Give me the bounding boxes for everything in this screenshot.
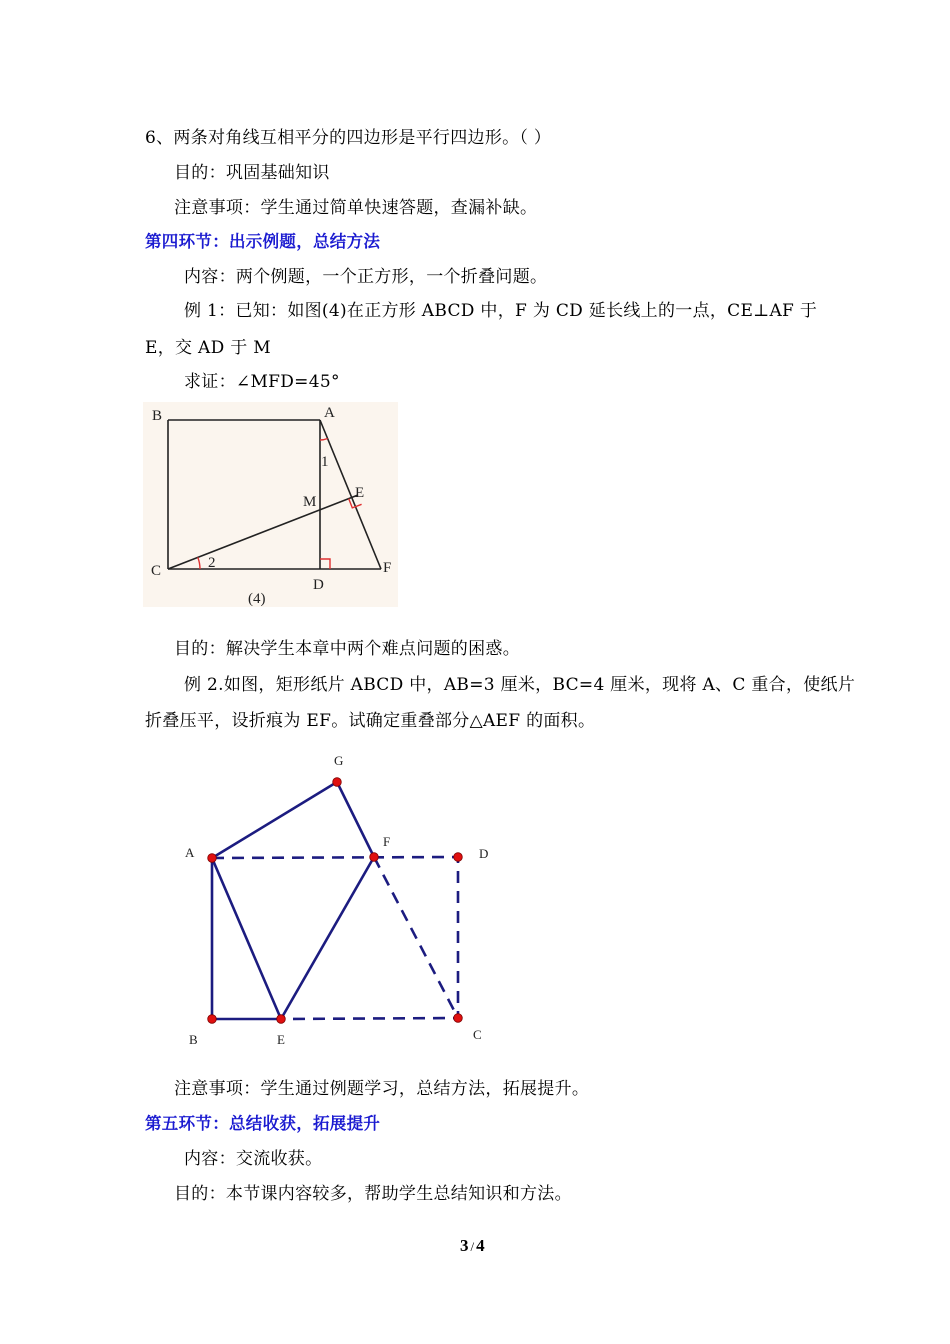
fold-label-d: D — [479, 846, 489, 861]
figure-4-square — [143, 402, 398, 607]
fold-label-g: G — [334, 753, 344, 768]
question-6: 6、两条对角线互相平分的四边形是平行四边形。（ ） — [145, 128, 552, 148]
point-e — [277, 1015, 286, 1024]
label-b: B — [152, 408, 163, 424]
point-f — [370, 853, 379, 862]
page-total: 4 — [476, 1236, 485, 1255]
example1-purpose: 目的：解决学生本章中两个难点问题的困惑。 — [174, 639, 520, 659]
figure-4-caption: (4) — [248, 591, 266, 607]
point-b — [208, 1015, 217, 1024]
section4-content: 内容：两个例题，一个正方形，一个折叠问题。 — [184, 267, 548, 287]
point-g — [333, 778, 342, 787]
fold-label-e: E — [277, 1032, 285, 1047]
example2-line2: 折叠压平，设折痕为 EF。试确定重叠部分△AEF 的面积。 — [145, 711, 596, 731]
label-m: M — [303, 494, 317, 510]
label-e: E — [355, 485, 365, 501]
section5-purpose: 目的：本节课内容较多，帮助学生总结知识和方法。 — [174, 1184, 572, 1204]
example1-line1: 例 1：已知：如图(4)在正方形 ABCD 中，F 为 CD 延长线上的一点，CE⊥AF 于 — [184, 301, 818, 321]
figure-fold-rectangle — [170, 750, 510, 1050]
point-c — [454, 1014, 463, 1023]
example2-note: 注意事项：学生通过例题学习，总结方法，拓展提升。 — [174, 1079, 590, 1099]
page-current: 3 — [460, 1236, 469, 1255]
q6-note: 注意事项：学生通过简单快速答题，查漏补缺。 — [174, 198, 538, 218]
fold-solid-outline — [212, 782, 374, 1019]
label-f: F — [383, 560, 392, 576]
section5-heading: 第五环节：总结收获，拓展提升 — [145, 1114, 381, 1133]
label-a: A — [324, 405, 335, 421]
point-a — [208, 854, 217, 863]
fold-line-ae — [212, 858, 281, 1019]
fold-dashed-rectangle — [212, 857, 458, 1019]
fold-label-f: F — [383, 834, 391, 849]
example1-prove: 求证：∠MFD=45° — [184, 372, 340, 392]
fold-dashed-fc — [374, 857, 458, 1018]
example2-line1: 例 2.如图，矩形纸片 ABCD 中，AB=3 厘米，BC=4 厘米，现将 A、C 重合，使纸片 — [184, 675, 856, 695]
fold-label-b: B — [189, 1032, 198, 1047]
label-d: D — [313, 577, 324, 593]
page-separator: / — [470, 1239, 475, 1254]
point-d — [454, 853, 463, 862]
page-number — [460, 1236, 485, 1256]
fold-label-c: C — [473, 1027, 482, 1042]
label-angle-2: 2 — [208, 555, 216, 571]
label-angle-1: 1 — [321, 454, 329, 470]
section4-heading: 第四环节：出示例题，总结方法 — [145, 232, 381, 251]
label-c: C — [151, 563, 162, 579]
section5-content: 内容：交流收获。 — [184, 1149, 323, 1169]
example1-line2: E，交 AD 于 M — [145, 338, 271, 358]
q6-purpose: 目的：巩固基础知识 — [174, 163, 330, 183]
fold-label-a: A — [185, 845, 195, 860]
